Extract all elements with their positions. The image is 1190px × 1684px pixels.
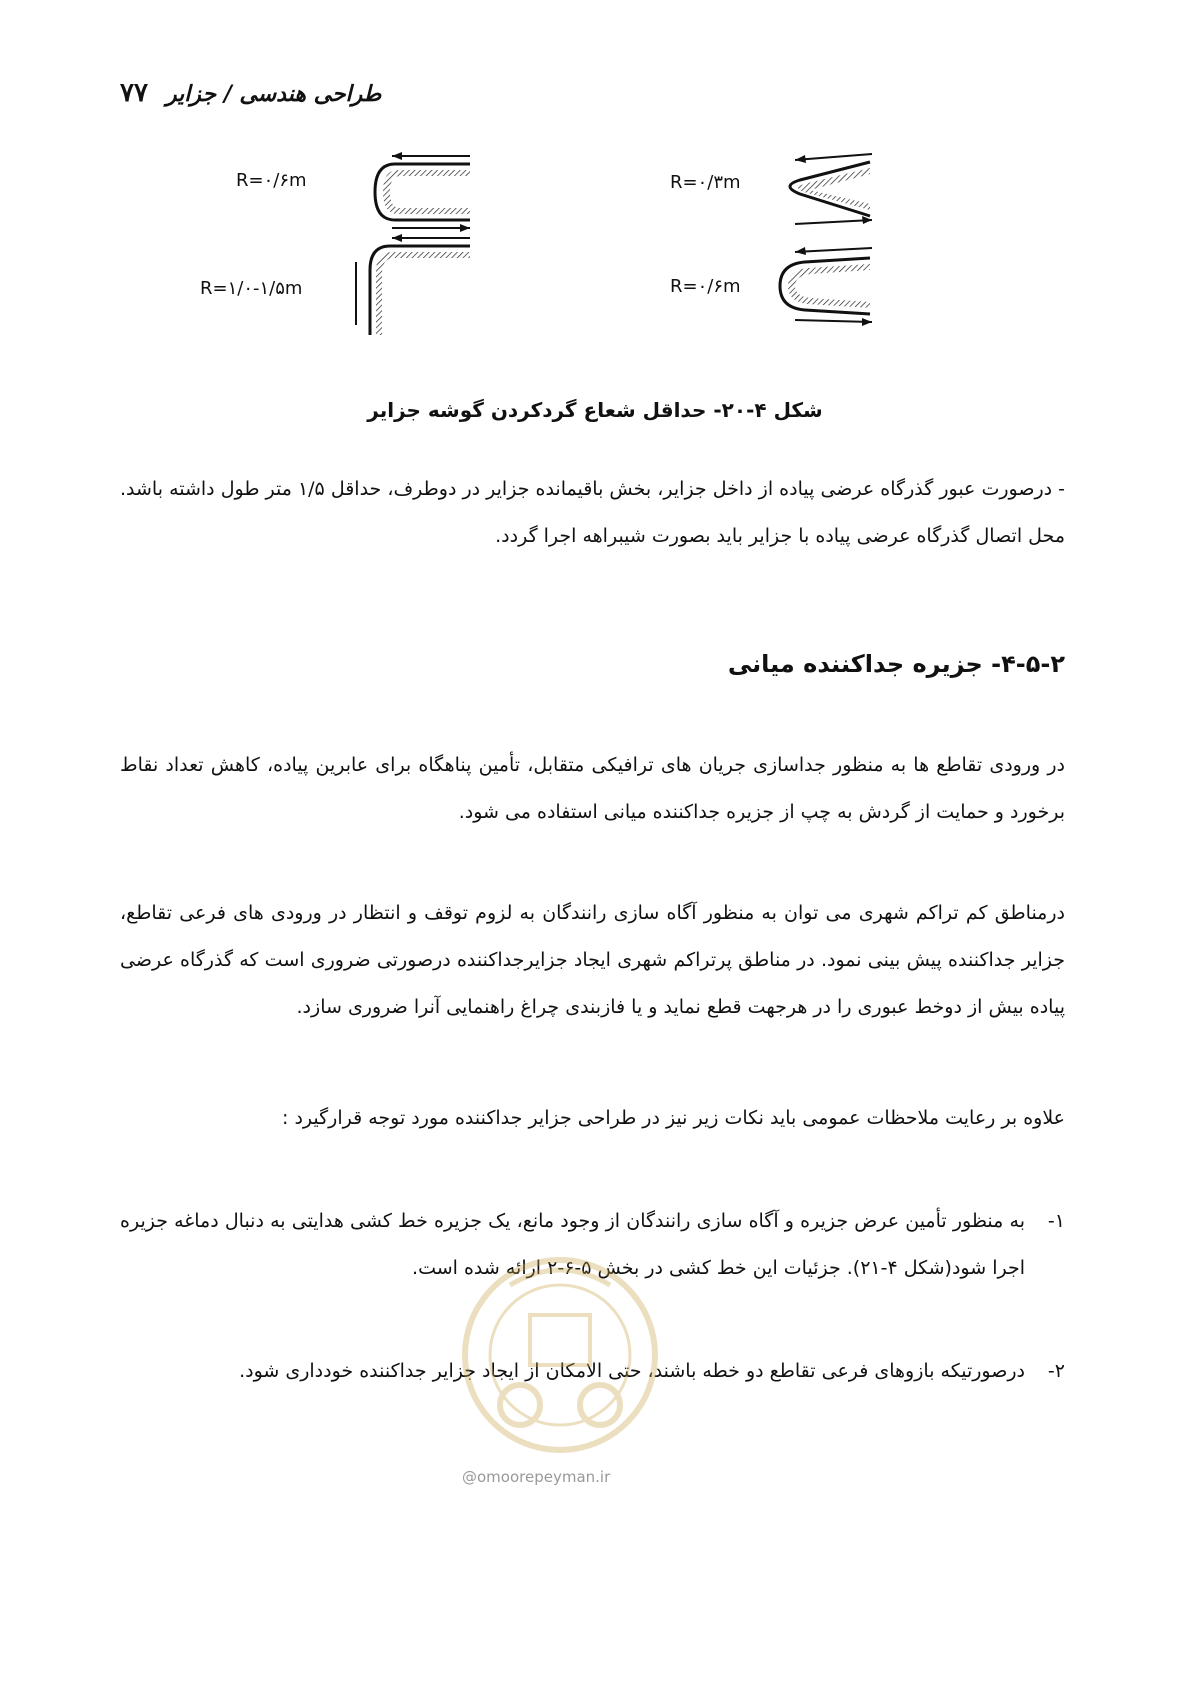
island-corner-shape-r10-15: [356, 234, 470, 335]
list-item-number: ۲-: [1047, 1360, 1065, 1382]
paragraph: [120, 742, 1065, 836]
radius-label-bottom-right: R=۰/۶m: [670, 276, 741, 297]
radius-label-top-right: R=۰/۳m: [670, 172, 741, 193]
list-item-text: به منظور تأمین عرض جزیره و آگاه سازی رانندگان از وجود مانع، یک جزیره خط کشی هدایتی به دنبال دماغه جزیره اجرا شود(شکل ۴-۲۱). جزئیات این خط کشی در بخش ۵-۶-۲ ارائه شده است.: [120, 1210, 1025, 1279]
radius-label-top-left: R=۰/۶m: [236, 170, 307, 191]
figure-caption: شکل ۴-۲۰- حداقل شعاع گردکردن گوشه جزایر: [367, 398, 823, 422]
paragraph: [120, 890, 1065, 1031]
page-header: [120, 78, 381, 108]
island-nose-shape-r06-left: [375, 152, 470, 232]
paragraph-text: علاوه بر رعایت ملاحظات عمومی باید نکات زیر نیز در طراحی جزایر جداکننده مورد توجه قرارگیرد :: [282, 1107, 1065, 1129]
island-radius-figure: [180, 150, 980, 380]
bullet-paragraph-text: - درصورت عبور گذرگاه عرضی پیاده از داخل جزایر، بخش باقیمانده جزایر در دوطرف، حداقل ۱/۵ متر طول داشته باشد. محل اتصال گذرگاه عرضی پیاده با جزایر باید بصورت شیبراهه اجرا گردد.: [120, 478, 1065, 547]
island-nose-shape-r03: [790, 154, 872, 224]
watermark-text: @omoorepeyman.ir: [462, 1468, 611, 1486]
bullet-paragraph: [120, 466, 1065, 560]
radius-label-bottom-left: R=۱/۰-۱/۵m: [200, 278, 303, 299]
paragraph-text: درمناطق کم تراکم شهری می توان به منظور آگاه سازی رانندگان به لزوم توقف و انتظار در ورودی های فرعی تقاطع، جزایر جداکننده پیش بینی نمود. در مناطق پرتراکم شهری ایجاد جزایرجداکننده درصورتی ضروری است که گذرگاه عرضی پیاده بیش از دوخط عبوری را در هرجهت قطع نماید و یا فازبندی چراغ راهنمایی آنرا ضروری سازد.: [120, 902, 1065, 1018]
running-title: طراحی هندسی / جزایر: [165, 81, 382, 107]
watermark-seal-icon: [450, 1245, 670, 1485]
list-item-text: درصورتیکه بازوهای فرعی تقاطع دو خطه باشند، حتی الامکان از ایجاد جزایر جداکننده خودداری شود.: [239, 1360, 1025, 1382]
list-item-number: ۱-: [1047, 1210, 1065, 1232]
paragraph: [120, 1095, 1065, 1142]
section-title: ۴-۵-۲- جزیره جداکننده میانی: [727, 650, 1065, 678]
island-nose-shape-r06-right: [780, 247, 872, 326]
page-number: ۷۷: [120, 78, 148, 108]
paragraph-text: در ورودی تقاطع ها به منظور جداسازی جریان های ترافیکی متقابل، تأمین پناهگاه برای عابرین پیاده، کاهش تعداد نقاط برخورد و حمایت از گردش به چپ از جزیره جداکننده میانی استفاده می شود.: [120, 754, 1065, 823]
